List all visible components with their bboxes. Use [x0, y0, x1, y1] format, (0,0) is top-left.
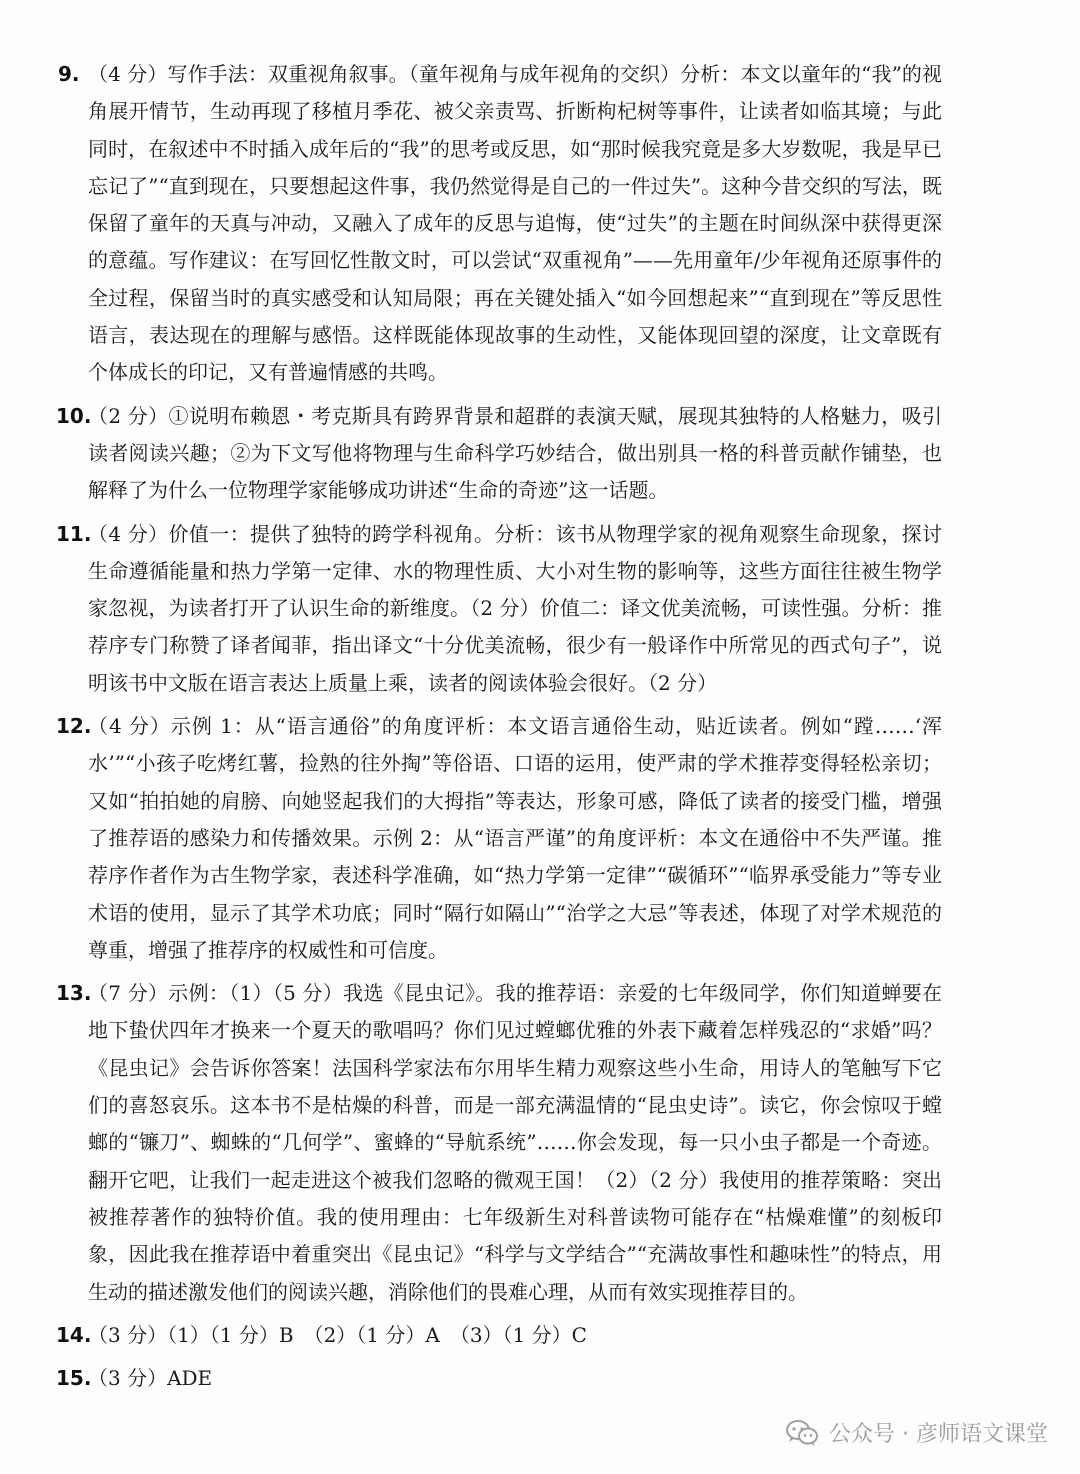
- wechat-icon: [785, 1419, 819, 1447]
- answer-item-10: [58, 398, 942, 510]
- answer-item-14: [58, 1317, 942, 1354]
- answer-text: （3 分）ADE: [88, 1366, 213, 1391]
- question-number: 13.: [56, 981, 92, 1006]
- answer-text: （7 分）示例：（1）（5 分）我选《昆虫记》。我的推荐语：亲爱的七年级同学，你们知道蝉要在地下蛰伏四年才换来一个夏天的歌唱吗？你们见过螳螂优雅的外表下藏着怎样残忍的“求婚”吗？《昆虫记》会告诉你答案！法国科学家法布尔用毕生精力观察这些小生命，用诗人的笔触写下它们的喜怒哀乐。这本书不是枯燥的科普，而是一部充满温情的“昆虫史诗”。读它，你会惊叹于螳螂的“镰刀”、蜘蛛的“几何学”、蜜蜂的“导航系统”……你会发现，每一只小虫子都是一个奇迹。翻开它吧，让我们一起走进这个被我们忽略的微观王国！（2）（2 分）我使用的推荐策略：突出被推荐著作的独特价值。我的使用理由：七年级新生对科普读物可能存在“枯燥难懂”的刻板印象，因此我在推荐语中着重突出《昆虫记》“科学与文学结合”“充满故事性和趣味性”的特点，用生动的描述激发他们的阅读兴趣，消除他们的畏难心理，从而有效实现推荐目的。: [88, 981, 942, 1304]
- answer-text: （2 分）①说明布赖恩・考克斯具有跨界背景和超群的表演天赋，展现其独特的人格魅力，吸引读者阅读兴趣；②为下文写他将物理与生命科学巧妙结合，做出别具一格的科普贡献作铺垫，也解释了为什么一位物理学家能够成功讲述“生命的奇迹”这一话题。: [88, 403, 942, 503]
- question-number: 15.: [56, 1366, 92, 1391]
- question-number: 11.: [56, 521, 92, 546]
- answer-text: （4 分）价值一：提供了独特的跨学科视角。分析：该书从物理学家的视角观察生命现象，探讨生命遵循能量和热力学第一定律、水的物理性质、大小对生物的影响等，这些方面往往被生物学家忽视，为读者打开了认识生命的新维度。（2 分）价值二：译文优美流畅，可读性强。分析：推荐序专门称赞了译者闻菲，指出译文“十分优美流畅，很少有一般译作中所常见的西式句子”，说明该书中文版在语言表达上质量上乘，读者的阅读体验会很好。（2 分）: [88, 521, 942, 695]
- answer-text: （4 分）写作手法：双重视角叙事。（童年视角与成年视角的交织）分析：本文以童年的“我”的视角展开情节，生动再现了移植月季花、被父亲责骂、折断枸杞树等事件，让读者如临其境；与此同时，在叙述中不时插入成年后的“我”的思考或反思，如“那时候我究竟是多大岁数呢，我是早已忘记了”“直到现在，只要想起这件事，我仍然觉得是自己的一件过失”。这种今昔交织的写法，既保留了童年的天真与冲动，又融入了成年的反思与追悔，使“过失”的主题在时间纵深中获得更深的意蕴。写作建议：在写回忆性散文时，可以尝试“双重视角”——先用童年/少年视角还原事件的全过程，保留当时的真实感受和认知局限；再在关键处插入“如今回想起来”“直到现在”等反思性语言，表达现在的理解与感悟。这样既能体现故事的生动性，又能体现回望的深度，让文章既有个体成长的印记，又有普遍情感的共鸣。: [88, 62, 942, 385]
- answer-item-13: [58, 975, 942, 1311]
- question-number: 9.: [58, 62, 80, 86]
- watermark: [785, 1417, 1048, 1448]
- question-number: 12.: [56, 714, 92, 739]
- answer-list: [58, 56, 942, 1403]
- question-number: 14.: [56, 1322, 92, 1347]
- answer-item-12: [58, 708, 942, 969]
- question-number: 10.: [56, 403, 92, 428]
- answer-item-9: [58, 56, 942, 392]
- watermark-label: 公众号 · 彦师语文课堂: [829, 1422, 1048, 1447]
- answer-item-11: [58, 516, 942, 702]
- answer-item-15: [58, 1360, 942, 1397]
- answer-text: （3 分）（1）（1 分）B （2）（1 分）A （3）（1 分）C: [88, 1322, 587, 1347]
- answer-text: （4 分）示例 1：从“语言通俗”的角度评析：本文语言通俗生动，贴近读者。例如“蹚……‘浑水’”“小孩子吃烤红薯，捡熟的往外掏”等俗语、口语的运用，使严肃的学术推荐变得轻松亲切；又如“拍拍她的肩膀、向她竖起我们的大拇指”等表达，形象可感，降低了读者的接受门槛，增强了推荐语的感染力和传播效果。示例 2：从“语言严谨”的角度评析：本文在通俗中不失严谨。推荐序作者作为古生物学家，表述科学准确，如“热力学第一定律”“碳循环”“临界承受能力”等专业术语的使用，显示了其学术功底；同时“隔行如隔山”“治学之大忌”等表述，体现了对学术规范的尊重，增强了推荐序的权威性和可信度。: [88, 714, 942, 962]
